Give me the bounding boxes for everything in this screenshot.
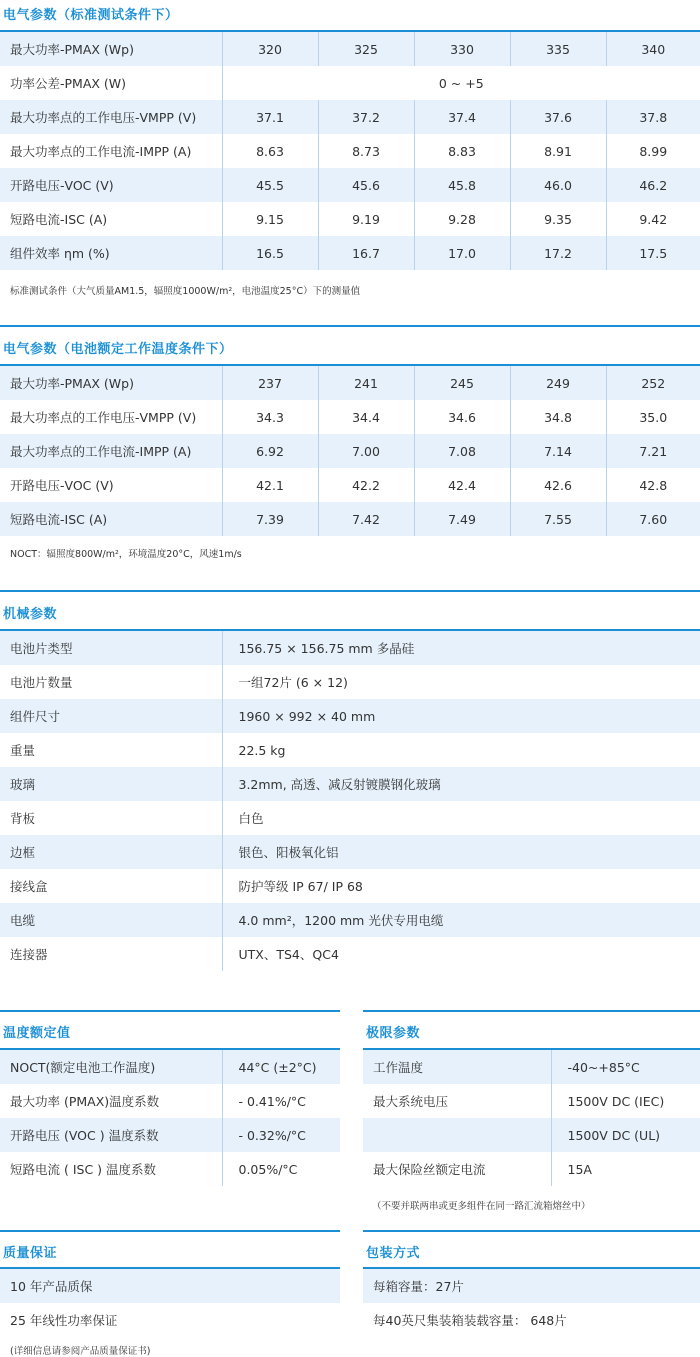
row-value: 37.6 [510,100,606,134]
warranty-table [0,1269,340,1337]
row-label: 接线盒 [0,869,222,903]
table-row [0,66,700,100]
row-value: 22.5 kg [222,733,700,767]
row-label: 最大功率 (PMAX)温度系数 [0,1084,222,1118]
table-row [0,502,700,536]
packaging-table [363,1269,700,1337]
row-label: 工作温度 [363,1050,551,1084]
row-value: 防护等级 IP 67/ IP 68 [222,869,700,903]
section-rule [363,1230,700,1232]
row-label: 最大功率点的工作电压-VMPP (V) [0,400,222,434]
stc-note: 标准测试条件（大气质量AM1.5，辐照度1000W/m²，电池温度25°C）下的测量值 [10,286,361,297]
row-value: 9.28 [414,202,510,236]
row-value: 白色 [222,801,700,835]
row-value: 42.8 [606,468,700,502]
row-value: 银色、阳极氧化铝 [222,835,700,869]
row-value: 8.91 [510,134,606,168]
row-value: 7.21 [606,434,700,468]
table-row [0,1084,340,1118]
row-value: 252 [606,366,700,400]
table-row [0,767,700,801]
table-row [0,366,700,400]
row-value: 7.00 [318,434,414,468]
row-label: 最大系统电压 [363,1084,551,1118]
row-value: 42.2 [318,468,414,502]
table-row [0,400,700,434]
row-label: 短路电流-ISC (A) [0,502,222,536]
row-value: 9.19 [318,202,414,236]
row-value: 34.6 [414,400,510,434]
row-value: 9.42 [606,202,700,236]
row-label: 25 年线性功率保证 [0,1303,340,1337]
limits-note: （不要并联两串或更多组件在同一路汇流箱熔丝中） [372,1201,591,1212]
row-label: 最大功率-PMAX (Wp) [0,366,222,400]
row-value: 35.0 [606,400,700,434]
row-value: 249 [510,366,606,400]
row-value: 9.15 [222,202,318,236]
row-value: 7.60 [606,502,700,536]
row-label: NOCT(额定电池工作温度) [0,1050,222,1084]
row-value: 16.7 [318,236,414,270]
row-value: 7.08 [414,434,510,468]
table-row [0,100,700,134]
row-value: 17.0 [414,236,510,270]
row-value: 156.75 × 156.75 mm 多晶硅 [222,631,700,665]
row-value: 8.73 [318,134,414,168]
section-rule [0,1230,340,1232]
row-label: 重量 [0,733,222,767]
row-value: -40~+85°C [551,1050,700,1084]
row-value: 7.55 [510,502,606,536]
row-label: 开路电压-VOC (V) [0,168,222,202]
row-value: 34.4 [318,400,414,434]
section-title-noct: 电气参数（电池额定工作温度条件下） [3,342,233,357]
row-value: 0.05%/°C [222,1152,340,1186]
row-value: 17.2 [510,236,606,270]
row-value: 241 [318,366,414,400]
row-value: 3.2mm, 高透、减反射镀膜钢化玻璃 [222,767,700,801]
row-value: 44°C (±2°C) [222,1050,340,1084]
row-value: 17.5 [606,236,700,270]
row-value: - 0.32%/°C [222,1118,340,1152]
row-label: 每箱容量：27片 [363,1269,700,1303]
table-row [0,699,700,733]
row-value: 7.39 [222,502,318,536]
row-value: 330 [414,32,510,66]
table-row [0,1118,340,1152]
temp-ratings-table [0,1050,340,1186]
table-row [363,1269,700,1303]
section-rule [0,590,700,592]
table-row [363,1050,700,1084]
row-value: 42.6 [510,468,606,502]
section-title-packaging: 包装方式 [366,1246,421,1261]
table-row [0,733,700,767]
section-rule [363,1010,700,1012]
table-row [0,134,700,168]
row-label: 短路电流 ( ISC ) 温度系数 [0,1152,222,1186]
row-value: 1500V DC (IEC) [551,1084,700,1118]
table-row [0,1269,340,1303]
table-row [0,801,700,835]
row-value: 42.1 [222,468,318,502]
table-row [0,665,700,699]
row-value: 34.8 [510,400,606,434]
table-row [0,835,700,869]
row-value: 34.3 [222,400,318,434]
section-rule [0,1010,340,1012]
row-value: 8.83 [414,134,510,168]
row-value: 45.6 [318,168,414,202]
row-value: 340 [606,32,700,66]
row-label: 组件尺寸 [0,699,222,733]
table-row [0,937,700,971]
row-label: 背板 [0,801,222,835]
row-value: 46.0 [510,168,606,202]
row-value: 1960 × 992 × 40 mm [222,699,700,733]
row-label: 电缆 [0,903,222,937]
row-value: 7.14 [510,434,606,468]
row-label: 电池片数量 [0,665,222,699]
row-value: 15A [551,1152,700,1186]
row-label: 每40英尺集装箱装载容量： 648片 [363,1303,700,1337]
row-label [363,1118,551,1152]
table-row [0,434,700,468]
row-value: 16.5 [222,236,318,270]
table-row [0,1050,340,1084]
stc-table [0,32,700,270]
noct-table [0,366,700,536]
row-value: 335 [510,32,606,66]
section-rule [0,325,700,327]
row-value: - 0.41%/°C [222,1084,340,1118]
mechanical-table [0,631,700,971]
limits-table [363,1050,700,1186]
row-value: 37.8 [606,100,700,134]
table-row [0,1303,340,1337]
row-label: 组件效率 ηm (%) [0,236,222,270]
row-label: 最大功率点的工作电流-IMPP (A) [0,134,222,168]
row-value: 37.4 [414,100,510,134]
row-value: 325 [318,32,414,66]
row-label: 最大功率点的工作电压-VMPP (V) [0,100,222,134]
row-value: 42.4 [414,468,510,502]
table-row [0,869,700,903]
row-value: 7.49 [414,502,510,536]
table-row [363,1303,700,1337]
section-title-warranty: 质量保证 [3,1246,58,1261]
row-label: 功率公差-PMAX (W) [0,66,222,100]
row-value: 37.1 [222,100,318,134]
table-row [0,468,700,502]
section-title-limits: 极限参数 [366,1026,421,1041]
row-value: 8.63 [222,134,318,168]
table-row [0,32,700,66]
row-label: 最大保险丝额定电流 [363,1152,551,1186]
row-label: 开路电压 (VOC ) 温度系数 [0,1118,222,1152]
section-title-temp-ratings: 温度额定值 [3,1026,71,1041]
section-title-mechanical: 机械参数 [3,607,58,622]
row-span-value: 0 ~ +5 [222,66,700,100]
row-label: 电池片类型 [0,631,222,665]
table-row [0,1152,340,1186]
row-label: 连接器 [0,937,222,971]
table-row [0,903,700,937]
row-label: 开路电压-VOC (V) [0,468,222,502]
table-row [0,202,700,236]
section-title-stc: 电气参数（标准测试条件下） [3,8,179,23]
table-row [0,631,700,665]
row-value: 6.92 [222,434,318,468]
row-value: 37.2 [318,100,414,134]
row-label: 10 年产品质保 [0,1269,340,1303]
table-row [363,1118,700,1152]
row-value: 一组72片 (6 × 12) [222,665,700,699]
row-value: 1500V DC (UL) [551,1118,700,1152]
table-row [363,1152,700,1186]
row-value: 320 [222,32,318,66]
row-label: 最大功率-PMAX (Wp) [0,32,222,66]
row-value: 4.0 mm²，1200 mm 光伏专用电缆 [222,903,700,937]
row-value: 237 [222,366,318,400]
table-row [363,1084,700,1118]
row-value: 245 [414,366,510,400]
row-label: 玻璃 [0,767,222,801]
row-label: 边框 [0,835,222,869]
row-label: 短路电流-ISC (A) [0,202,222,236]
row-value: 8.99 [606,134,700,168]
row-value: 7.42 [318,502,414,536]
table-row [0,168,700,202]
row-label: 最大功率点的工作电流-IMPP (A) [0,434,222,468]
warranty-note: (详细信息请参阅产品质量保证书) [10,1346,151,1357]
row-value: 9.35 [510,202,606,236]
row-value: 46.2 [606,168,700,202]
noct-note: NOCT：辐照度800W/m²，环境温度20°C，风速1m/s [10,549,242,560]
row-value: 45.5 [222,168,318,202]
table-row [0,236,700,270]
row-value: 45.8 [414,168,510,202]
row-value: UTX、TS4、QC4 [222,937,700,971]
